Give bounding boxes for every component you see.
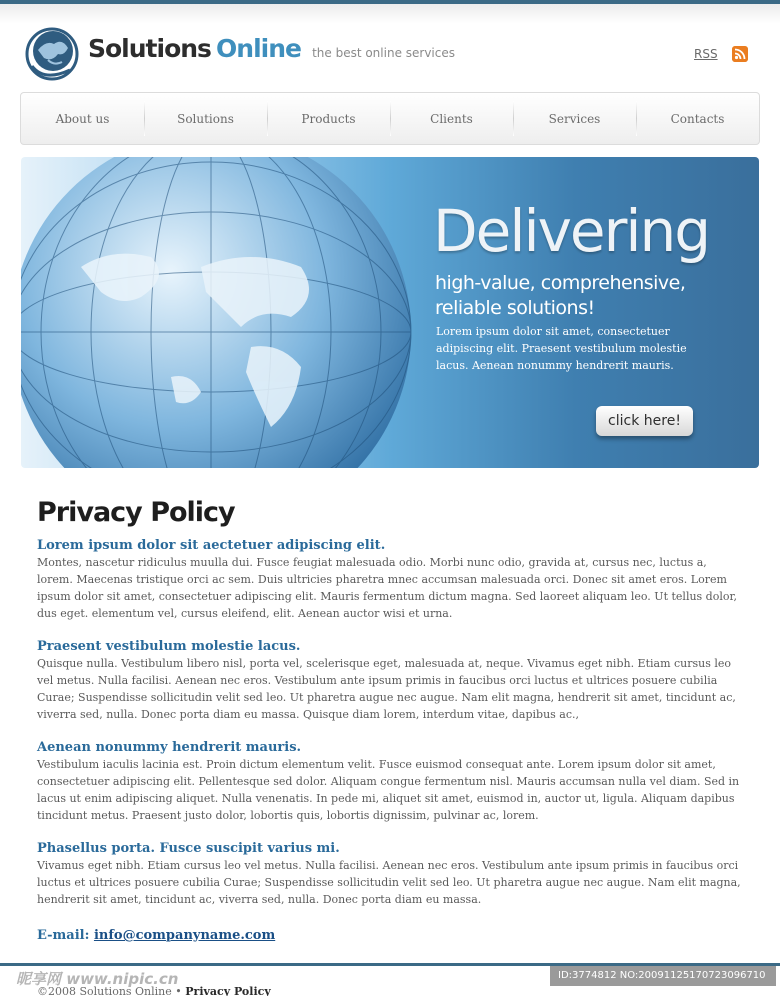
- banner-headline: Delivering: [433, 197, 710, 265]
- brand-tagline: the best online services: [312, 46, 455, 60]
- email-link[interactable]: info@companyname.com: [93, 928, 276, 943]
- copyright-text: ©2008 Solutions Online: [37, 985, 172, 996]
- globe-illustration: [21, 157, 441, 468]
- brand-name[interactable]: [88, 34, 455, 63]
- policy-section: [37, 638, 743, 723]
- policy-section: [37, 739, 743, 824]
- section-heading: Phasellus porta. Fusce suscipit varius mi.: [37, 841, 340, 856]
- banner-description: Lorem ipsum dolor sit amet, consectetuer adipiscing elit. Praesent vestibulum molestie lacus. Aenean nonummy hendrerit mauris.: [436, 325, 687, 372]
- page-title-bold: Privacy: [37, 497, 142, 528]
- nav-item-about-us[interactable]: About us: [55, 111, 110, 126]
- hero-banner: [21, 157, 759, 468]
- main-navigation: [20, 92, 760, 145]
- section-heading: Lorem ipsum dolor sit aectetuer adipiscing elit.: [37, 538, 386, 553]
- section-heading: Praesent vestibulum molestie lacus.: [37, 639, 301, 654]
- page-title: [37, 497, 235, 528]
- contact-email: [37, 928, 275, 943]
- brand-word-solutions: Solutions: [88, 34, 211, 63]
- policy-section: [37, 840, 743, 908]
- section-text: Quisque nulla. Vestibulum libero nisl, porta vel, scelerisque eget, malesuada at, neque. Vivamus eget nibh. Etiam cursus leo vel metus. Nulla facilisi. Aenean nec eros. Vestibulum ante ipsum primis in faucibus orci luctus et ultrices posuere cubilia Curae; Suspendisse sollicitudin velit sed leo. Ut pharetra augue nec augue. Nam elit magna, hendrerit sit amet, tincidunt ac, viverra sed, nulla. Donec porta diam eu massa. Quisque diam lorem, interdum vitae, dapibus ac.,: [37, 657, 736, 721]
- click-here-button[interactable]: click here!: [596, 406, 693, 436]
- section-text: Vivamus eget nibh. Etiam cursus leo vel metus. Nulla facilisi. Aenean nec eros. Vestibulum ante ipsum primis in faucibus orci luctus et ultrices posuere cubilia Curae; Suspendisse sollicitudin velit sed leo. Ut pharetra augue nec augue. Nam elit magna, hendrerit sit amet, tincidunt ac, viverra sed, nulla. Donec porta diam eu massa.: [37, 859, 741, 906]
- nav-item-services[interactable]: Services: [513, 93, 636, 144]
- nav-item-products[interactable]: Products: [267, 93, 390, 144]
- rss-link[interactable]: RSS: [694, 47, 718, 61]
- policy-sections: [37, 537, 743, 924]
- footer-current-page[interactable]: Privacy Policy: [185, 985, 271, 996]
- brand-word-online: Online: [216, 34, 301, 63]
- watermark-id: ID:3774812 NO:20091125170723096710: [550, 966, 776, 986]
- nav-item-contacts[interactable]: Contacts: [636, 93, 759, 144]
- section-text: Montes, nascetur ridiculus muulla dui. Fusce feugiat malesuada odio. Morbi nunc odio, gravida at, cursus nec, luctus a, lorem. Maecenas tristique orci ac sem. Duis ultricies pharetra mnec accumsan malesuada orci. Donec sit amet eros. Lorem ipsum dolor sit amet, consectetuer adipiscing elit. Mauris fermentum dictum magna. Sed laoreet aliquam leo. Ut tellus dolor, dus eget. elementum vel, cursus eleifend, elit. Aenean auctor wisi et urna.: [37, 556, 738, 620]
- section-heading: Aenean nonummy hendrerit mauris.: [37, 740, 302, 755]
- banner-subheadline: high-value, comprehensive, reliable solutions!: [435, 272, 686, 319]
- rss-feed-icon[interactable]: [732, 46, 748, 62]
- globe-logo-icon[interactable]: [24, 26, 80, 82]
- page-title-light: Policy: [150, 497, 235, 528]
- section-text: Vestibulum iaculis lacinia est. Proin dictum elementum velit. Fusce euismod consequat ante. Lorem ipsum dolor sit amet, consectetuer adipiscing elit. Pellentesque sed dolor. Aliquam congue fermentum nisl. Mauris accumsan nulla vel diam. Sed in lacus ut enim adipiscing aliquet. Nulla venenatis. In pede mi, aliquet sit amet, euismod in, auctor ut, ligula. Aliquam dapibus tincidunt metus. Praesent justo dolor, lobortis quis, lobortis dignissim, pulvinar ac, lorem.: [37, 758, 740, 822]
- policy-section: [37, 537, 743, 622]
- watermark-site: 昵享网 www.nipic.cn: [16, 970, 179, 988]
- email-label: E-mail:: [37, 928, 90, 943]
- nav-item-solutions[interactable]: Solutions: [144, 93, 267, 144]
- footer-separator: •: [171, 985, 186, 996]
- nav-item-clients[interactable]: Clients: [390, 93, 513, 144]
